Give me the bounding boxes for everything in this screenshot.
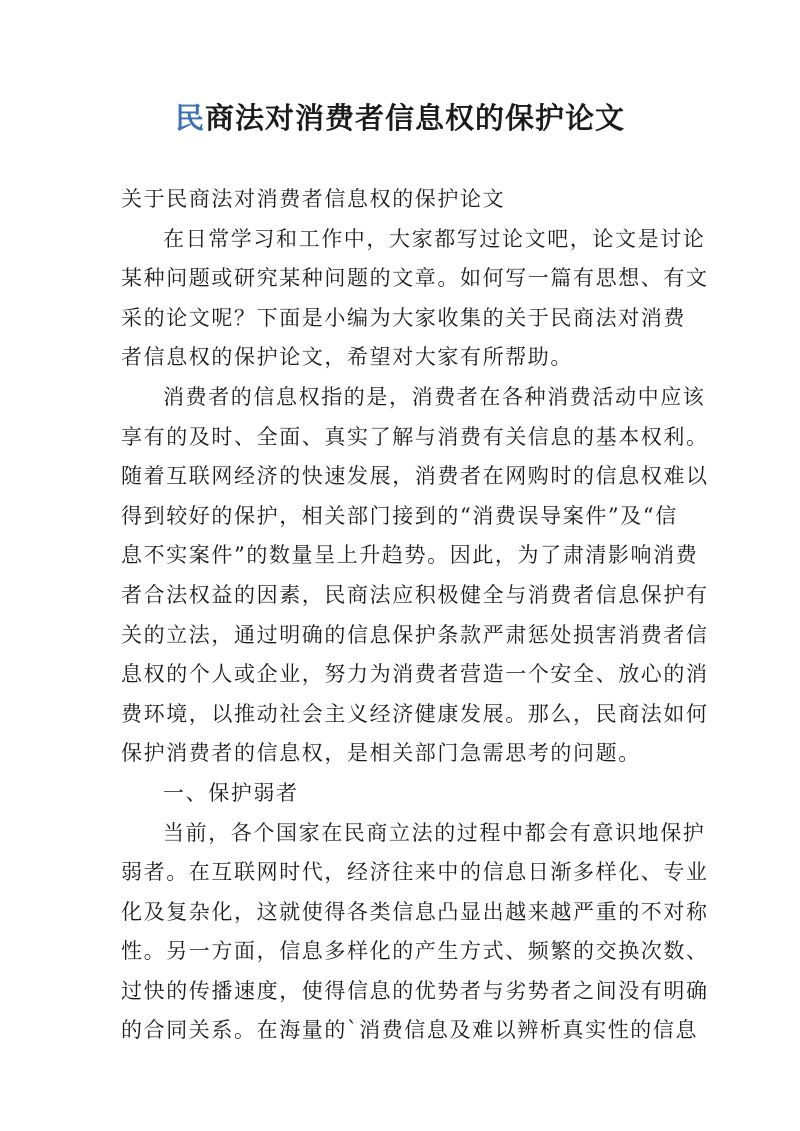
- text-line: 过快的传播速度，使得信息的优势者与劣势者之间没有明确: [121, 978, 709, 1003]
- text-line: 关于民商法对消费者信息权的保护论文: [121, 187, 506, 211]
- text-line: 费环境，以推动社会主义经济健康发展。那么，民商法如何: [121, 701, 709, 726]
- text-line: 消费者的信息权指的是，消费者在各种消费活动中应该: [163, 384, 706, 409]
- document-body: [121, 180, 709, 1051]
- text-line: 者合法权益的因素，民商法应积极健全与消费者信息保护有: [121, 582, 709, 607]
- text-line: 某种问题或研究某种问题的文章。如何写一篇有思想、有文: [121, 266, 709, 291]
- text-line: 弱者。在互联网时代，经济往来中的信息日渐多样化、专业: [121, 860, 709, 885]
- text-line: 保护消费者的信息权，是相关部门急需思考的问题。: [121, 741, 641, 766]
- text-line: 息不实案件”的数量呈上升趋势。因此，为了肃清影响消费: [121, 543, 699, 568]
- text-line: 当前，各个国家在民商立法的过程中都会有意识地保护: [163, 820, 706, 845]
- text-line: 得到较好的保护，相关部门接到的“消费误导案件”及“信: [121, 503, 678, 528]
- document-title: [0, 96, 800, 140]
- title-first-char: 民: [174, 101, 205, 135]
- title-rest: 商法对消费者信息权的保护论文: [205, 101, 626, 135]
- text-line: 者信息权的保护论文，希望对大家有所帮助。: [121, 345, 573, 370]
- text-line: 关的立法，通过明确的信息保护条款严肃惩处损害消费者信: [121, 622, 709, 647]
- text-line: 在日常学习和工作中，大家都写过论文吧，论文是讨论: [163, 226, 706, 251]
- text-line: 化及复杂化，这就使得各类信息凸显出越来越严重的不对称: [121, 899, 709, 924]
- text-line: 享有的及时、全面、真实了解与消费有关信息的基本权利。: [121, 424, 709, 449]
- text-line: 采的论文呢？下面是小编为大家收集的关于民商法对消费: [121, 305, 686, 330]
- text-line: 的合同关系。在海量的`消费信息及难以辨析真实性的信息: [121, 1018, 699, 1043]
- text-line: 性。另一方面，信息多样化的产生方式、频繁的交换次数、: [121, 939, 709, 964]
- text-line: 息权的个人或企业，努力为消费者营造一个安全、放心的消: [121, 662, 709, 687]
- text-line: 随着互联网经济的快速发展，消费者在网购时的信息权难以: [121, 464, 709, 489]
- text-line: 一、保护弱者: [163, 780, 299, 805]
